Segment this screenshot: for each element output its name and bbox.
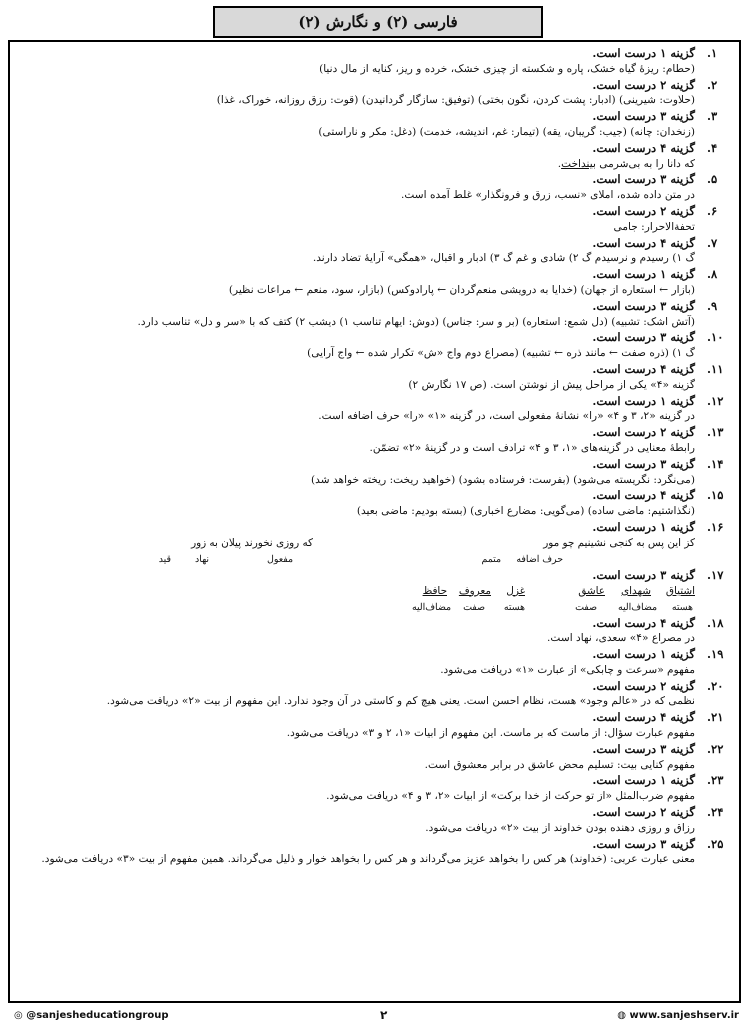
role-label: حرف اضافه: [516, 553, 563, 565]
answer-line: گزینه ۲ درست است.: [592, 77, 695, 92]
grid-role: صفت: [575, 601, 597, 613]
question-number: ۲۲.: [707, 741, 724, 756]
q17-grammar-grid: [10, 584, 695, 616]
explanation: گ ۱) (ذره صفت ← مانند ذره ← تشبیه) (مصراع دوم واج «ش» تکرار شده ← واج آرایی): [307, 347, 695, 360]
question-number: ۲۴.: [707, 805, 724, 820]
answer-line: گزینه ۲ درست است.: [592, 678, 695, 693]
question-item: [10, 362, 741, 394]
answer-line: گزینه ۱ درست است.: [592, 46, 695, 60]
answer-line: گزینه ۳ درست است.: [592, 741, 695, 756]
explanation: گ ۱) رسیدم و نرسیدم گ ۲) شادی و غم گ ۳) ادبار و اقبال، «همگی» آرایۀ تضاد دارند.: [312, 252, 695, 265]
answer-line: گزینه ۲ درست است.: [592, 805, 695, 820]
verse-second-half: که روزی نخورند پیلان به زور: [191, 536, 313, 549]
underlined-word: بیندا‌خت: [561, 157, 596, 170]
grid-role: هسته: [671, 601, 693, 613]
grid-word: عاشق: [578, 584, 605, 597]
answer-line: گزینه ۳ درست است.: [592, 456, 695, 471]
instagram-icon: ◎: [14, 1010, 27, 1021]
role-label: قید: [158, 553, 171, 565]
question-item: [10, 742, 741, 774]
page-number: ۲: [380, 1008, 388, 1022]
grid-word: غزل: [506, 584, 525, 597]
answer-line: گزینه ۳ درست است.: [592, 330, 695, 345]
explanation: (زنخدان: چانه) (جیب: گریبان، یقه) (تیمار: غم، اندیشه، خدمت) (دغل: مکر و ناراستی): [318, 125, 695, 138]
grid-word: حافظ: [422, 584, 447, 597]
answer-line: گزینه ۴ درست است.: [592, 361, 695, 376]
answer-line: گزینه ۱ درست است.: [592, 519, 695, 534]
q16-grammar-grid: [10, 536, 695, 568]
globe-icon: ◍: [617, 1010, 630, 1021]
question-item: [10, 78, 741, 110]
question-number: ۱۰.: [707, 330, 724, 345]
verse-first-half: کز این پس به کنجی نشینیم چو مور: [543, 536, 695, 549]
page-title: فارسی (۲) و نگارش (۲): [298, 13, 458, 31]
question-item: [10, 425, 741, 457]
explanation: مفهوم ضرب‌المثل «از تو حرکت از خدا برکت» از ابیات «۲، ۳ و ۴» دریافت می‌شود.: [326, 790, 695, 803]
answer-line: گزینه ۱ درست است.: [592, 773, 695, 788]
social-handle: ◎ @sanjesheducationgroup: [14, 1010, 169, 1021]
grid-role: هسته: [503, 601, 525, 613]
grid-word: شهدای: [621, 584, 651, 597]
question-item: [10, 109, 741, 141]
explanation: مفهوم «سرعت و چابکی» از عبارت «۱» دریافت می‌شود.: [440, 663, 695, 676]
answer-line: گزینه ۴ درست است.: [592, 710, 695, 725]
question-item: [10, 488, 741, 520]
question-item: [10, 267, 741, 299]
answer-line: گزینه ۳ درست است.: [592, 172, 695, 187]
explanation: در متن داده شده، املای «نسب، زرق و فرونگذار» غلط آمده است.: [401, 189, 695, 202]
answer-line: گزینه ۳ درست است.: [592, 567, 695, 582]
question-item: [10, 773, 741, 805]
question-item: [10, 457, 741, 489]
answer-line: گزینه ۳ درست است.: [592, 836, 695, 851]
question-item: [10, 299, 741, 331]
question-item: [10, 46, 741, 78]
grid-role: مضاف‌الیه: [617, 601, 657, 613]
answer-list: [10, 46, 741, 868]
question-number: ۲۱.: [707, 710, 724, 725]
explanation-end: .: [557, 157, 562, 170]
website-link[interactable]: ◍ www.sanjeshserv.ir: [617, 1010, 739, 1021]
explanation: (آتش اشک: تشبیه) (دل شمع: استعاره) (بر و سر: جناس) (دوش: ایهام تناسب ۱) دیشب ۲) کتف که با «سر و دل» تناسب دارد.: [137, 315, 695, 328]
answer-line: گزینه ۴ درست است.: [592, 235, 695, 250]
question-number: ۳.: [707, 109, 718, 124]
question-item: [10, 330, 741, 362]
role-label: نهاد: [195, 553, 209, 565]
question-item: [10, 520, 741, 568]
answer-line: گزینه ۱ درست است.: [592, 267, 695, 282]
answer-line: گزینه ۱ درست است.: [592, 393, 695, 408]
answer-line: گزینه ۴ درست است.: [592, 615, 695, 630]
question-number: ۵.: [707, 172, 718, 187]
grid-role: مضاف‌الیه: [411, 601, 451, 613]
grid-role: صفت: [463, 601, 485, 613]
question-item: [10, 204, 741, 236]
question-item: [10, 141, 741, 173]
explanation: رابطۀ معنایی در گزینه‌های «۱، ۳ و ۴» ترادف است و در گزینۀ «۲» تضمّن.: [369, 441, 695, 454]
role-label: مفعول: [267, 553, 293, 565]
question-item: [10, 679, 741, 711]
explanation: در مصراع «۴» سعدی، نهاد است.: [547, 632, 695, 645]
answer-line: گزینه ۳ درست است.: [592, 109, 695, 124]
question-item: [10, 616, 741, 648]
question-number: ۲۰.: [707, 678, 724, 693]
explanation: در گزینه «۲، ۳ و ۴» «را» نشانۀ مفعولی است، در گزینه «۱» «را» حرف اضافه است.: [318, 410, 695, 423]
role-label: متمم: [481, 553, 501, 565]
question-number: ۸.: [707, 267, 718, 282]
answer-line: گزینه ۱ درست است.: [592, 647, 695, 662]
answer-line: گزینه ۴ درست است.: [592, 140, 695, 155]
question-number: ۱۱.: [707, 361, 724, 376]
answer-line: گزینه ۲ درست است.: [592, 425, 695, 440]
grid-word: معروف: [458, 584, 491, 597]
question-item: [10, 172, 741, 204]
answer-line: گزینه ۳ درست است.: [592, 298, 695, 313]
explanation: (می‌نگرد: نگریسته می‌شود) (بفرست: فرستاده بشود) (خواهید ریخت: ریخته خواهد شد): [311, 473, 695, 486]
question-item: [10, 394, 741, 426]
question-number: ۴.: [707, 140, 718, 155]
question-item: [10, 647, 741, 679]
question-item: [10, 568, 741, 616]
question-number: ۱۲.: [707, 393, 724, 408]
question-number: ۶.: [707, 203, 718, 218]
question-number: ۱.: [707, 46, 718, 60]
question-number: ۱۷.: [707, 567, 724, 582]
explanation: (بازار ← استعاره از جهان) (خدایا به درویشی منعم‌گردان ← پارادوکس) (بازار، سود، منعم ← مراعات نظیر): [228, 283, 695, 296]
question-number: ۱۶.: [707, 519, 724, 534]
answer-line: گزینه ۴ درست است.: [592, 488, 695, 503]
question-number: ۱۵.: [707, 488, 724, 503]
question-number: ۱۹.: [707, 647, 724, 662]
page-footer: [8, 1010, 745, 1024]
explanation: [10, 157, 695, 173]
question-item: [10, 805, 741, 837]
question-number: ۲۵.: [707, 836, 724, 851]
explanation: (حلاوت: شیرینی) (ادبار: پشت کردن، نگون بختی) (توفیق: سازگار گردانیدن) (قوت: رزق روزانه، خوراک، غذا): [216, 94, 695, 107]
question-number: ۱۸.: [707, 615, 724, 630]
explanation-text: که دانا را به بی‌شرمی: [595, 157, 695, 170]
explanation: مفهوم کنایی بیت: تسلیم محض عاشق در برابر معشوق است.: [424, 758, 695, 771]
explanation: معنی عبارت عربی: (خداوند) هر کس را بخواهد عزیز می‌گرداند و هر کس را بخواهد خوار و ذلیل می‌گرداند. همین مفهوم از بیت «۳» دریافت می‌شود.: [41, 853, 695, 866]
question-item: [10, 236, 741, 268]
explanation: تحفةالاحرار: جامی: [613, 220, 695, 233]
question-number: ۱۴.: [707, 456, 724, 471]
question-item: [10, 710, 741, 742]
explanation: نظمی که در «عالم وجود» هست، نظام احسن است. یعنی هیچ کم و کاستی در آن وجود ندارد. این مفهوم از بیت «۲» دریافت می‌شود.: [106, 695, 695, 708]
question-number: ۲۳.: [707, 773, 724, 788]
question-item: [10, 837, 741, 869]
grid-word: اشتیاق: [665, 584, 695, 597]
explanation: مفهوم عبارت سؤال: از ماست که بر ماست. این مفهوم از ابیات «۱، ۲ و ۳» دریافت می‌شود.: [286, 727, 695, 740]
title-box: [213, 6, 543, 38]
explanation: (حطام: ریزۀ گیاه خشک، پاره و شکسته از چیزی خشک، خرده و ریز، کنایه از مال دنیا): [319, 62, 695, 75]
question-number: ۷.: [707, 235, 718, 250]
question-number: ۹.: [707, 298, 718, 313]
explanation: (نگذاشتیم: ماضی ساده) (می‌گویی: مضارع اخباری) (بسته بودیم: ماضی بعید): [356, 505, 695, 518]
question-number: ۱۳.: [707, 425, 724, 440]
explanation: رزاق و روزی دهنده بودن خداوند از بیت «۲» دریافت می‌شود.: [425, 821, 695, 834]
question-number: ۲.: [707, 77, 718, 92]
answer-line: گزینه ۲ درست است.: [592, 203, 695, 218]
explanation: گزینه «۴» یکی از مراحل پیش از نوشتن است. (ص ۱۷ نگارش ۲): [408, 378, 695, 391]
